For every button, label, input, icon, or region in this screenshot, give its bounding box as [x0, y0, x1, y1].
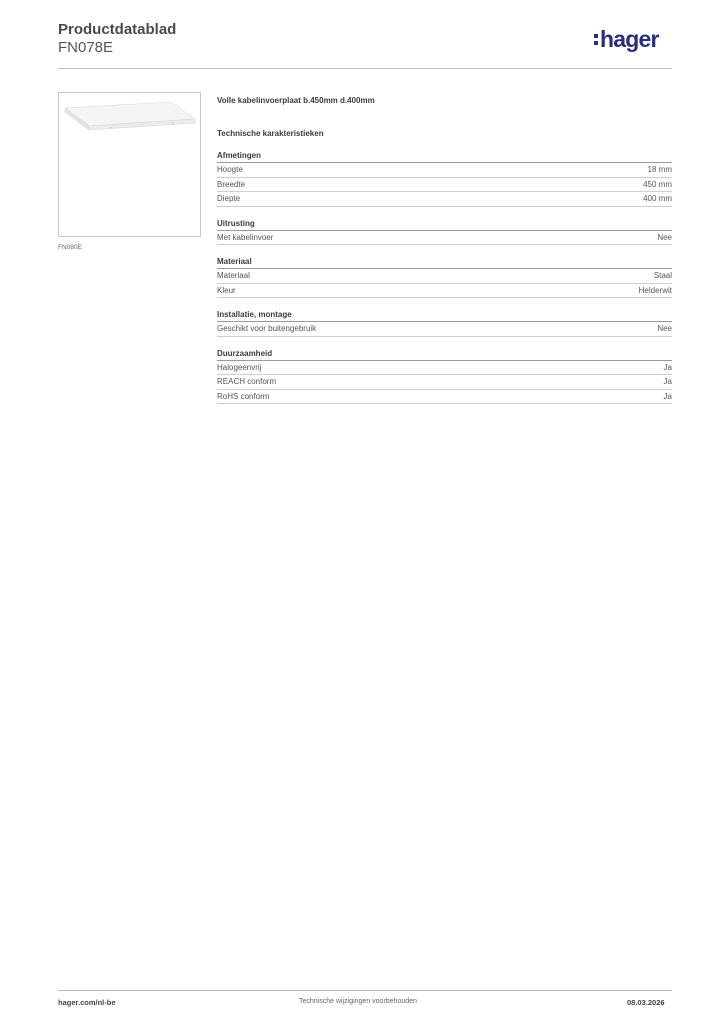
spec-label: Materiaal: [217, 271, 250, 280]
group-title: Materiaal: [217, 257, 672, 269]
spec-label: Met kabelinvoer: [217, 232, 274, 242]
group-title: Duurzaamheid: [217, 349, 672, 361]
spec-row: [217, 269, 672, 284]
group-installatie-montage: [217, 310, 672, 337]
spec-value: Ja: [663, 391, 672, 401]
footer-divider: [58, 990, 672, 991]
spec-value: Ja: [663, 377, 672, 386]
logo-wordmark: hager: [600, 26, 659, 52]
spec-value: 18 mm: [647, 165, 672, 174]
spec-label: REACH conform: [217, 377, 277, 386]
group-uitrusting: [217, 219, 672, 246]
product-details: [217, 96, 672, 416]
group-afmetingen: [217, 151, 672, 207]
spec-value: Nee: [657, 324, 672, 333]
spec-label: Halogeenvrij: [217, 362, 262, 372]
spec-row: [217, 163, 672, 178]
spec-row: [217, 231, 672, 246]
image-caption: FN080E: [58, 244, 82, 251]
hager-logo: [594, 28, 659, 51]
spec-row: [217, 322, 672, 337]
group-duurzaamheid: [217, 349, 672, 405]
spec-value: Ja: [663, 362, 672, 372]
document-title: Productdatablad: [58, 21, 177, 38]
section-heading: Technische karakteristieken: [217, 129, 324, 138]
spec-label: RoHS conform: [217, 391, 270, 401]
spec-row: [217, 192, 672, 207]
spec-value: 400 mm: [643, 194, 672, 203]
product-name: Volle kabelinvoerplaat b.450mm d.400mm: [217, 96, 375, 105]
group-title: Uitrusting: [217, 219, 672, 231]
product-image: [58, 92, 201, 237]
spec-label: Hoogte: [217, 165, 243, 174]
logo-colon-icon: [594, 34, 598, 45]
spec-value: Helderwit: [638, 285, 672, 295]
header-divider: [58, 68, 672, 69]
spec-label: Geschikt voor buitengebruik: [217, 324, 317, 333]
group-materiaal: [217, 257, 672, 298]
spec-row: [217, 178, 672, 193]
group-title: Installatie, montage: [217, 310, 672, 322]
group-title: Afmetingen: [217, 151, 672, 163]
cable-entry-plate-icon: [59, 93, 200, 236]
spec-row: [217, 361, 672, 376]
spec-value: 450 mm: [643, 179, 672, 189]
footer-website-link[interactable]: hager.com/nl-be: [58, 998, 116, 1007]
spec-value: Staal: [653, 271, 672, 280]
footer-date: 08.03.2026: [627, 998, 665, 1007]
spec-row: [217, 375, 672, 390]
spec-label: Breedte: [217, 179, 246, 189]
spec-value: Nee: [657, 232, 672, 242]
spec-row: [217, 390, 672, 405]
spec-label: Diepte: [217, 194, 241, 203]
footer-disclaimer: Technische wijzigingen voorbehouden: [299, 998, 417, 1005]
product-code: FN078E: [58, 39, 114, 56]
spec-label: Kleur: [217, 285, 236, 295]
spec-row: [217, 284, 672, 299]
